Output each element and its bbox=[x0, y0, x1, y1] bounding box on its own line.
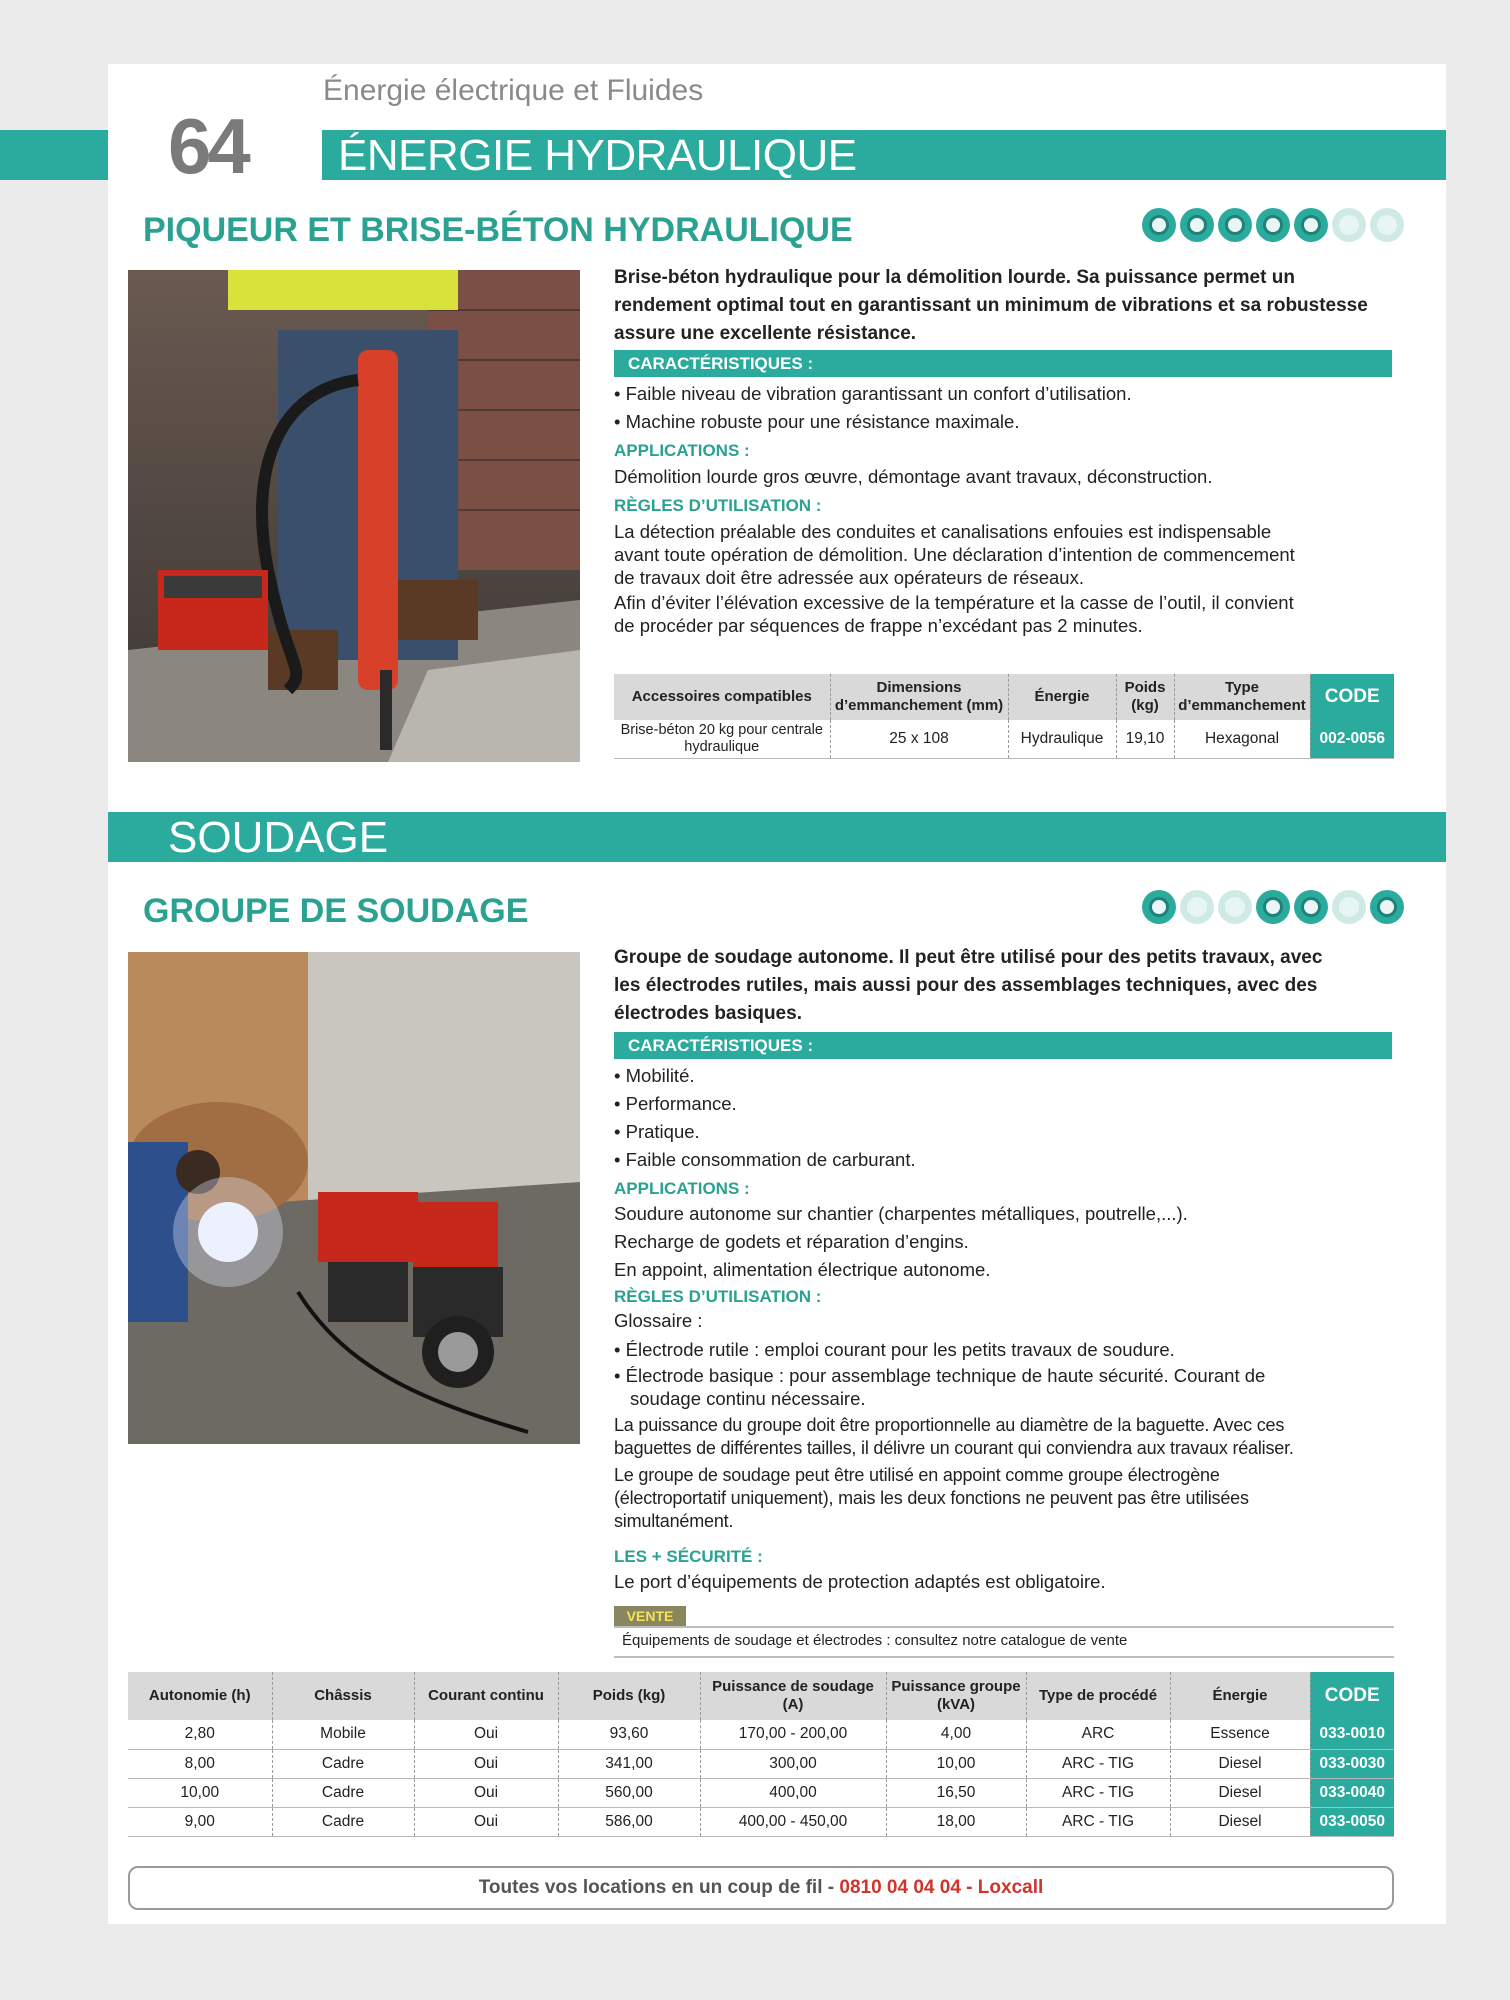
table-cell: ARC - TIG bbox=[1026, 1749, 1170, 1778]
table-header: Poids (kg) bbox=[1116, 674, 1174, 720]
table-cell: 4,00 bbox=[886, 1720, 1026, 1749]
list-item: • Faible niveau de vibration garantissant un confort d’utilisation. bbox=[614, 383, 1132, 404]
face-mask-icon bbox=[1218, 208, 1252, 242]
section-banner-title: ÉNERGIE HYDRAULIQUE bbox=[338, 131, 857, 180]
table-cell: Essence bbox=[1170, 1720, 1310, 1749]
table-row bbox=[128, 1778, 1394, 1807]
list-item: • Pratique. bbox=[614, 1121, 700, 1142]
gloves-icon bbox=[1256, 208, 1290, 242]
page-number: 64 bbox=[168, 102, 247, 190]
table-cell-code: 002-0056 bbox=[1310, 720, 1394, 758]
rules-line: avant toute opération de démolition. Une déclaration d’intention de commencement bbox=[614, 544, 1295, 565]
goggles-icon bbox=[1332, 208, 1366, 242]
applications-line: Soudure autonome sur chantier (charpentes métalliques, poutrelle,...). bbox=[614, 1203, 1188, 1224]
table-header: Courant continu bbox=[414, 1672, 558, 1720]
intro-line: rendement optimal tout en garantissant un minimum de vibrations et sa robustesse bbox=[614, 295, 1368, 316]
table-cell: 170,00 - 200,00 bbox=[700, 1720, 886, 1749]
list-item: • Électrode rutile : emploi courant pour les petits travaux de soudure. bbox=[614, 1339, 1175, 1360]
rules-line: (électroportatif uniquement), mais les deux fonctions ne peuvent pas être utilisées bbox=[614, 1488, 1249, 1508]
table-cell: 93,60 bbox=[558, 1720, 700, 1749]
table-cell: Cadre bbox=[272, 1749, 414, 1778]
table-cell: 16,50 bbox=[886, 1778, 1026, 1807]
rules-text bbox=[614, 520, 1404, 637]
vente-divider bbox=[614, 1626, 1394, 1628]
ppe-icon-row bbox=[1142, 208, 1404, 242]
intro-line: les électrodes rutiles, mais aussi pour des assemblages techniques, avec des bbox=[614, 975, 1318, 996]
safety-boots-icon bbox=[1294, 890, 1328, 924]
table-cell: 18,00 bbox=[886, 1807, 1026, 1836]
table-cell: 300,00 bbox=[700, 1749, 886, 1778]
table-cell: Diesel bbox=[1170, 1778, 1310, 1807]
rules-line: Le groupe de soudage peut être utilisé en appoint comme groupe électrogène bbox=[614, 1465, 1220, 1485]
welding-table bbox=[128, 1672, 1394, 1837]
table-cell: Oui bbox=[414, 1807, 558, 1836]
table-header: Autonomie (h) bbox=[128, 1672, 272, 1720]
list-item: • Électrode basique : pour assemblage technique de haute sécurité. Courant de bbox=[614, 1365, 1266, 1386]
footer-separator: - bbox=[960, 1877, 978, 1898]
table-cell-code: 033-0030 bbox=[1310, 1749, 1394, 1778]
table-cell: Oui bbox=[414, 1778, 558, 1807]
characteristics-header: CARACTÉRISTIQUES : bbox=[614, 1032, 1392, 1059]
table-header: Dimensions d’emmanchement (mm) bbox=[830, 674, 1008, 720]
rules-line: La puissance du groupe doit être proportionnelle au diamètre de la baguette. Avec ces bbox=[614, 1415, 1285, 1435]
rules-bullets bbox=[614, 1336, 1404, 1410]
table-header: Châssis bbox=[272, 1672, 414, 1720]
table-cell-code: 033-0010 bbox=[1310, 1720, 1394, 1749]
rules-header: RÈGLES D’UTILISATION : bbox=[614, 496, 822, 515]
footer-bar bbox=[128, 1866, 1394, 1910]
header-left-bar bbox=[0, 130, 108, 180]
rules-header: RÈGLES D’UTILISATION : bbox=[614, 1287, 822, 1306]
applications-list bbox=[614, 1200, 1404, 1284]
table-header: Accessoires compatibles bbox=[614, 674, 830, 720]
table-header-code: CODE bbox=[1310, 674, 1394, 720]
table-header: Type de procédé bbox=[1026, 1672, 1170, 1720]
rules-line: de procéder par séquences de frappe n’excédant pas 2 minutes. bbox=[614, 615, 1143, 636]
table-cell: Mobile bbox=[272, 1720, 414, 1749]
intro-line: Brise-béton hydraulique pour la démolition lourde. Sa puissance permet un bbox=[614, 267, 1295, 288]
table-cell: 10,00 bbox=[886, 1749, 1026, 1778]
ppe-icon-row bbox=[1142, 890, 1404, 924]
table-cell: Brise-béton 20 kg pour centrale hydraulique bbox=[614, 720, 830, 758]
table-cell: Oui bbox=[414, 1720, 558, 1749]
product-title: GROUPE DE SOUDAGE bbox=[143, 892, 529, 930]
table-cell-code: 033-0040 bbox=[1310, 1778, 1394, 1807]
gloves-icon bbox=[1256, 890, 1290, 924]
table-cell: 10,00 bbox=[128, 1778, 272, 1807]
safety-text: Le port d’équipements de protection adaptés est obligatoire. bbox=[614, 1571, 1106, 1592]
table-cell-code: 033-0050 bbox=[1310, 1807, 1394, 1836]
characteristics-list bbox=[614, 1062, 1404, 1174]
table-cell: Cadre bbox=[272, 1778, 414, 1807]
intro-line: assure une excellente résistance. bbox=[614, 323, 917, 344]
table-header: Poids (kg) bbox=[558, 1672, 700, 1720]
table-cell: 9,00 bbox=[128, 1807, 272, 1836]
goggles-icon bbox=[1332, 890, 1366, 924]
ear-protection-icon bbox=[1142, 890, 1176, 924]
intro-line: Groupe de soudage autonome. Il peut être utilisé pour des petits travaux, avec bbox=[614, 947, 1323, 968]
list-item: • Faible consommation de carburant. bbox=[614, 1149, 916, 1170]
section-banner-hydraulique bbox=[322, 130, 1446, 180]
applications-line: Recharge de godets et réparation d’engins. bbox=[614, 1231, 969, 1252]
rules-line: baguettes de différentes tailles, il délivre un courant qui conviendra aux travaux réaliser. bbox=[614, 1438, 1294, 1458]
safety-boots-icon bbox=[1294, 208, 1328, 242]
safety-header: LES + SÉCURITÉ : bbox=[614, 1547, 763, 1566]
applications-line: En appoint, alimentation électrique autonome. bbox=[614, 1259, 991, 1280]
footer-brand[interactable]: Loxcall bbox=[977, 1877, 1044, 1898]
vente-divider bbox=[614, 1656, 1394, 1658]
list-item: • Machine robuste pour une résistance maximale. bbox=[614, 411, 1020, 432]
table-cell: 25 x 108 bbox=[830, 720, 1008, 758]
applications-text: Démolition lourde gros œuvre, démontage avant travaux, déconstruction. bbox=[614, 466, 1213, 487]
table-header: Puissance groupe (kVA) bbox=[886, 1672, 1026, 1720]
table-cell: ARC - TIG bbox=[1026, 1778, 1170, 1807]
ear-protection-icon bbox=[1142, 208, 1176, 242]
product-title: PIQUEUR ET BRISE-BÉTON HYDRAULIQUE bbox=[143, 211, 853, 249]
table-cell: Diesel bbox=[1170, 1807, 1310, 1836]
table-row bbox=[128, 1720, 1394, 1749]
table-header: Puissance de soudage (A) bbox=[700, 1672, 886, 1720]
footer-text: Toutes vos locations en un coup de fil - bbox=[478, 1877, 840, 1898]
footer-phone[interactable]: 0810 04 04 04 bbox=[839, 1877, 961, 1898]
rules-intro: Glossaire : bbox=[614, 1310, 703, 1331]
applications-header: APPLICATIONS : bbox=[614, 441, 750, 460]
overalls-icon bbox=[1370, 208, 1404, 242]
table-cell: Oui bbox=[414, 1749, 558, 1778]
table-cell: ARC bbox=[1026, 1720, 1170, 1749]
table-cell: Cadre bbox=[272, 1807, 414, 1836]
table-cell: Diesel bbox=[1170, 1749, 1310, 1778]
accessories-table bbox=[614, 674, 1394, 759]
list-item: • Performance. bbox=[614, 1093, 737, 1114]
table-cell: Hydraulique bbox=[1008, 720, 1116, 758]
table-cell: 19,10 bbox=[1116, 720, 1174, 758]
vente-note: Équipements de soudage et électrodes : consultez notre catalogue de vente bbox=[622, 1632, 1128, 1649]
overalls-icon bbox=[1370, 890, 1404, 924]
table-header: Type d’emmanchement bbox=[1174, 674, 1310, 720]
table-cell: 8,00 bbox=[128, 1749, 272, 1778]
welding-photo bbox=[128, 952, 580, 1444]
face-mask-icon bbox=[1218, 890, 1252, 924]
rules-text bbox=[614, 1414, 1414, 1533]
table-cell: 400,00 - 450,00 bbox=[700, 1807, 886, 1836]
table-header: Énergie bbox=[1170, 1672, 1310, 1720]
rules-line: Afin d’éviter l’élévation excessive de la température et la casse de l’outil, il convient bbox=[614, 592, 1294, 613]
list-item: • Mobilité. bbox=[614, 1065, 695, 1086]
table-cell: 341,00 bbox=[558, 1749, 700, 1778]
table-cell: 586,00 bbox=[558, 1807, 700, 1836]
characteristics-list bbox=[614, 381, 1404, 435]
table-cell: Hexagonal bbox=[1174, 720, 1310, 758]
product-intro bbox=[614, 264, 1404, 348]
applications-header: APPLICATIONS : bbox=[614, 1179, 750, 1198]
jackhammer-photo bbox=[128, 270, 580, 762]
table-header-code: CODE bbox=[1310, 1672, 1394, 1720]
table-cell: 400,00 bbox=[700, 1778, 886, 1807]
characteristics-header: CARACTÉRISTIQUES : bbox=[614, 350, 1392, 377]
rules-line: La détection préalable des conduites et canalisations enfouies est indispensable bbox=[614, 521, 1272, 542]
table-row bbox=[128, 1807, 1394, 1836]
table-cell: 560,00 bbox=[558, 1778, 700, 1807]
section-banner-title: SOUDAGE bbox=[168, 813, 389, 862]
section-banner-soudage bbox=[108, 812, 1446, 862]
category-label: Énergie électrique et Fluides bbox=[323, 74, 704, 107]
intro-line: électrodes basiques. bbox=[614, 1003, 802, 1024]
table-cell: 2,80 bbox=[128, 1720, 272, 1749]
helmet-icon bbox=[1180, 208, 1214, 242]
product-intro bbox=[614, 944, 1404, 1028]
vente-badge: VENTE bbox=[614, 1606, 686, 1626]
list-item: soudage continu nécessaire. bbox=[630, 1388, 866, 1409]
table-cell: ARC - TIG bbox=[1026, 1807, 1170, 1836]
helmet-icon bbox=[1180, 890, 1214, 924]
table-row bbox=[128, 1749, 1394, 1778]
table-header: Énergie bbox=[1008, 674, 1116, 720]
rules-line: simultanément. bbox=[614, 1511, 734, 1531]
rules-line: de travaux doit être adressée aux opérateurs de réseaux. bbox=[614, 567, 1084, 588]
